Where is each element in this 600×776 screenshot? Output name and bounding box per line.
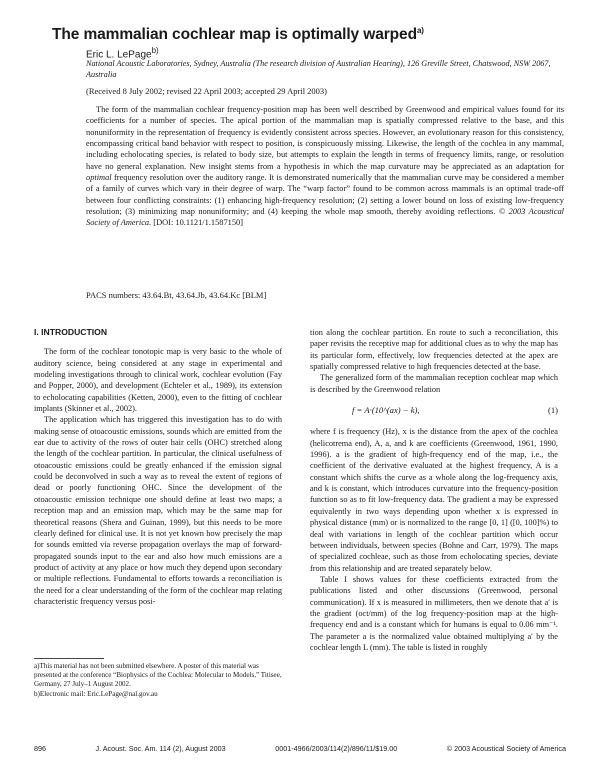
paragraph: tion along the cochlear partition. En route to such a reconciliation, this paper revisits the receptive map for additional clues as to why the map has its particular form, effectively, low frequencies detected at the apex are spatially compressed relative to high frequencies detected at the base. — [310, 328, 558, 372]
paragraph: The generalized form of the mammalian reception cochlear map which is described by the Greenwood relation — [310, 373, 558, 394]
title-text: The mammalian cochlear map is optimally warped — [52, 26, 417, 44]
abstract-emphasis: optimal — [86, 173, 112, 183]
author-footnote-mark: b) — [151, 46, 159, 55]
pacs-numbers: PACS numbers: 43.64.Bt, 43.64.Jb, 43.64.Kc [BLM] — [86, 290, 267, 300]
abstract-copyright: © 2003 Acoustical Society of America. — [86, 207, 564, 228]
affiliation: National Acoustic Laboratories, Sydney, Australia (The research division of Australian Hearing), 126 Greville Street, Chatswood, NSW 2067, Australia — [86, 59, 551, 79]
footnote-b: b)Electronic mail: Eric.LePage@nal.gov.au — [34, 689, 158, 698]
author-name: Eric L. LePage — [86, 49, 152, 61]
page-footer — [34, 744, 566, 753]
footnotes — [34, 662, 282, 699]
section-heading: I. INTRODUCTION — [34, 327, 108, 337]
abstract — [86, 104, 564, 229]
abstract-doi: [DOI: 10.1121/1.1587150] — [151, 218, 244, 228]
abstract-text-1: The form of the mammalian cochlear frequency-position map has been well described by Greenwood and empirical values found for its coefficients for a number of species. The apical portion of the mammalian map is spatially compressed relative to the base, and this nonuniformity in the representation of frequency is evidently consistent across species. However, an evolutionary reason for this consistency, encompassing critical band behavior with respect to position, is conspicuously missing. Likewise, the length of the cochlea in any mammal, including echolocating species, is related to body size, but attempts to explain the length in terms of frequency limits, range, or resolution have no general explanation. New insight stems from a hypothesis in which the map curvature may be appreciated as an adaptation for — [86, 105, 564, 171]
received-dates: (Received 8 July 2002; revised 22 April 2003; accepted 29 April 2003) — [86, 86, 328, 96]
article-title — [52, 26, 572, 44]
footer-copyright: © 2003 Acoustical Society of America — [446, 744, 566, 753]
equation — [310, 405, 558, 416]
equation-number: (1) — [547, 405, 558, 416]
paragraph: The application which has triggered this investigation has to do with making sense of otoacoustic emissions, sounds which are emitted from the ear due to activity of the rows of outer hair cells (OHC) stretched along the length of the cochlear partition. In particular, the clinical usefulness of otoacoustic emissions could be greatly enhanced if the emission signal could be deconvolved in such a way as to reveal the extent of regions of dead or poorly functioning OHC. Since the development of the otoacoustic emission technique one should define at least two maps; a reception map and an emission map, which may be the same map for theoretical reasons (Shera and Guinan, 1999), but this needs to be more clearly defined for clinical use. It is not yet known how precisely the map for sounds emitted via reverse propagation overlays the map of forward-propagated sounds input to the ear and also how much emissions are a product of activity at any place or how much they depend upon secondary or multiple reflections. Fundamental to efforts towards a reconciliation is the need for a clear understanding of the form of the cochlear map relating characteristic frequency versus posi- — [34, 415, 282, 606]
paragraph: where f is frequency (Hz), x is the distance from the apex of the cochlea (helicotrema end), A, a, and k are coefficients (Greenwood, 1961, 1990, 1996). a is the gradient of high-frequency end of the map, i.e., the coefficient of the derivative evaluated at the highest frequency, A is a constant which shifts the curve as a whole along the log-frequency axis, and k is constant, which introduces curvature into the frequency-position function so as to fit low-frequency data. The gradient a may be expressed equivalently in two ways depending upon whether x is expressed in physical distance (mm) or is normalized to the range [0, 1] ([0, 100]%) to deal with variations in length of the cochlear partition which occur between individuals, between species (Bohne and Carr, 1979). The maps of specialized cochleae, such as those from echolocating species, deviate from this relationship and are treated separately below. — [310, 427, 558, 573]
footnote-a: a)This material has not been submitted elsewhere. A poster of this material was presented at the conference “Biophysics of the Cochlea: Molecular to Models,” Titisee, Germany, 27 July–1 August 2002. — [34, 662, 282, 689]
page-number: 896 — [34, 744, 46, 753]
right-column — [310, 327, 558, 653]
issn-code: 0001-4966/2003/114(2)/896/11/$19.00 — [275, 744, 398, 753]
paragraph: Table I shows values for these coefficients extracted from the publications listed and other discussions (Greenwood, personal communication). If x is measured in millimeters, then we denote that a′ is the gradient (oct/mm) of the log frequency-position map at the high-frequency end and is a constant which for humans is equal to 0.06 mm⁻¹. The parameter a is the normalized value obtained multiplying a′ by the cochlear length L (mm). The table is listed in roughly — [310, 574, 558, 652]
paragraph: The form of the cochlear tonotopic map is very basic to the whole of auditory science, being considered at any stage in experimental and modeling investigations through to clinical work, cochlear evolution (Fay and Popper, 2000), and development (Echteler et al., 1989), its extension to echolocating capabilities (Ketten, 2000), even to the fitting of cochlear implants (Skinner et al., 2002). — [34, 347, 282, 414]
abstract-text-2: frequency resolution over the auditory range. It is demonstrated numerically that the mammalian curve may be considered a member of a family of curves which vary in their degree of warp. The “warp factor” found to be common across mammals is an optimal trade-off between four conflicting constraints: (1) enhancing high-frequency resolution; (2) setting a lower bound on loss of existing low-frequency resolution; (3) minimizing map nonuniformity; and (4) keeping the whole map smooth, thereby avoiding reflections. — [86, 173, 564, 217]
left-column — [34, 327, 282, 607]
title-footnote-mark: a) — [416, 26, 424, 35]
equation-body: f = A·(10^(ax) − k), — [352, 405, 420, 416]
footnote-divider — [34, 658, 104, 659]
journal-citation: J. Acoust. Soc. Am. 114 (2), August 2003 — [95, 744, 226, 753]
